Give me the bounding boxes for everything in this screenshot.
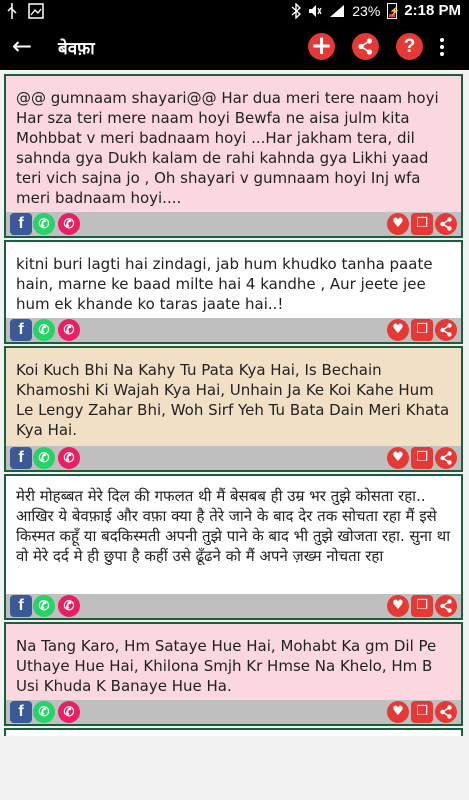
shayari-card: [4, 240, 463, 344]
shayari-text: Na Tang Karo, Hm Sataye Hue Hai, Mohabt Ka gm Dil Pe Uthaye Hue Hai, Khilona Smjh Kr Hmse Na Khelo, Hm B Usi Khuda K Banaye Hue Ha.: [16, 637, 437, 695]
share-icon[interactable]: [435, 701, 457, 723]
card-action-bar: [6, 212, 461, 236]
heart-icon[interactable]: ♥: [387, 213, 409, 235]
back-arrow-icon[interactable]: ←: [12, 32, 33, 60]
shayari-text: मेरी मोहब्बत मेरे दिल की गफलत थी मैं बेसबब ही उम्र भर तुझे कोसता रहा.. आखिर ये बेवफ़ाई और वफ़ा क्या है तेरे जाने के बाद देर तक सोचता रहा मैं इसे किस्मत कहूँ या बदकिस्मती अपनी तुझे पाने के बाद भी तुझे खोजता रहा. सुना था वो मेरे दर्द मे ही छुपा है कहीं उसे ढूँढने को मैं अपने ज़ख्म नोचता रहा: [16, 487, 451, 565]
phone-icon[interactable]: ✆: [58, 595, 80, 617]
facebook-icon[interactable]: f: [10, 319, 32, 341]
share-icon[interactable]: [435, 595, 457, 617]
card-action-bar: [6, 594, 461, 618]
heart-icon[interactable]: ♥: [387, 319, 409, 341]
shayari-text: Koi Kuch Bhi Na Kahy Tu Pata Kya Hai, Is Bechain Khamoshi Ki Wajah Kya Hai, Unhain Ja Ke Koi Kahe Hum Le Lengy Zahar Bhi, Woh Sirf Yeh Tu Bata Dain Meri Khata Kya Hai.: [16, 361, 450, 439]
whatsapp-icon[interactable]: ✆: [33, 319, 55, 341]
share-icon[interactable]: [435, 319, 457, 341]
copy-icon[interactable]: ❐: [411, 213, 433, 235]
help-icon[interactable]: ?: [396, 33, 423, 60]
facebook-icon[interactable]: f: [10, 701, 32, 723]
share-icon[interactable]: [435, 213, 457, 235]
app-bar: [0, 24, 469, 70]
phone-icon[interactable]: ✆: [58, 213, 80, 235]
card-action-bar: [6, 446, 461, 470]
card-action-bar: [6, 700, 461, 724]
whatsapp-icon[interactable]: ✆: [33, 447, 55, 469]
page-title: बेवफ़ा: [58, 39, 95, 59]
phone-icon[interactable]: ✆: [58, 319, 80, 341]
status-bar: [0, 0, 469, 24]
copy-icon[interactable]: ❐: [411, 595, 433, 617]
copy-icon[interactable]: ❐: [411, 447, 433, 469]
facebook-icon[interactable]: f: [10, 447, 32, 469]
shayari-text: kitni buri lagti hai zindagi, jab hum khudko tanha paate hain, marne ke baad milte hai 4 kandhe , Aur jeete jee hum ek khande ko taras jaate hai..!: [16, 255, 433, 313]
gallery-icon: [28, 3, 44, 19]
heart-icon[interactable]: ♥: [387, 701, 409, 723]
card-action-bar: [6, 318, 461, 342]
share-icon[interactable]: [435, 447, 457, 469]
mute-icon: [308, 4, 322, 18]
whatsapp-icon[interactable]: ✆: [33, 213, 55, 235]
heart-icon[interactable]: ♥: [387, 447, 409, 469]
shayari-card: [4, 474, 463, 620]
phone-icon[interactable]: ✆: [58, 447, 80, 469]
bluetooth-icon: [291, 3, 301, 19]
facebook-icon[interactable]: f: [10, 213, 32, 235]
facebook-icon[interactable]: f: [10, 595, 32, 617]
phone-icon[interactable]: ✆: [58, 701, 80, 723]
share-icon[interactable]: [352, 33, 379, 60]
signal-icon: [329, 4, 345, 18]
clock: 2:18 PM: [404, 2, 461, 19]
heart-icon[interactable]: ♥: [387, 595, 409, 617]
whatsapp-icon[interactable]: ✆: [33, 701, 55, 723]
add-icon[interactable]: +: [308, 33, 335, 60]
usb-icon: [6, 3, 18, 19]
shayari-card: [4, 74, 463, 238]
copy-icon[interactable]: ❐: [411, 319, 433, 341]
whatsapp-icon[interactable]: ✆: [33, 595, 55, 617]
shayari-text: @@ gumnaam shayari@@ Har dua meri tere naam hoyi Har sza teri mere naam hoyi Bewfa ne aisa julm kita Mohbbat v meri badnaam hoyi ...Har jakham tera, dil sahnda gya Dukh kalam de rahi kahnda gya Likhi yaad teri vich sajna jo , Oh shayari v gumnaam hoyi Inj wfa meri badnaam hoyi....: [16, 89, 439, 207]
battery-percent: 23%: [352, 2, 381, 19]
copy-icon[interactable]: ❐: [411, 701, 433, 723]
battery-icon: ⚡: [387, 3, 397, 19]
shayari-card-partial: [4, 728, 463, 736]
shayari-card: [4, 622, 463, 726]
more-vert-icon[interactable]: [440, 38, 444, 59]
shayari-card: [4, 346, 463, 472]
